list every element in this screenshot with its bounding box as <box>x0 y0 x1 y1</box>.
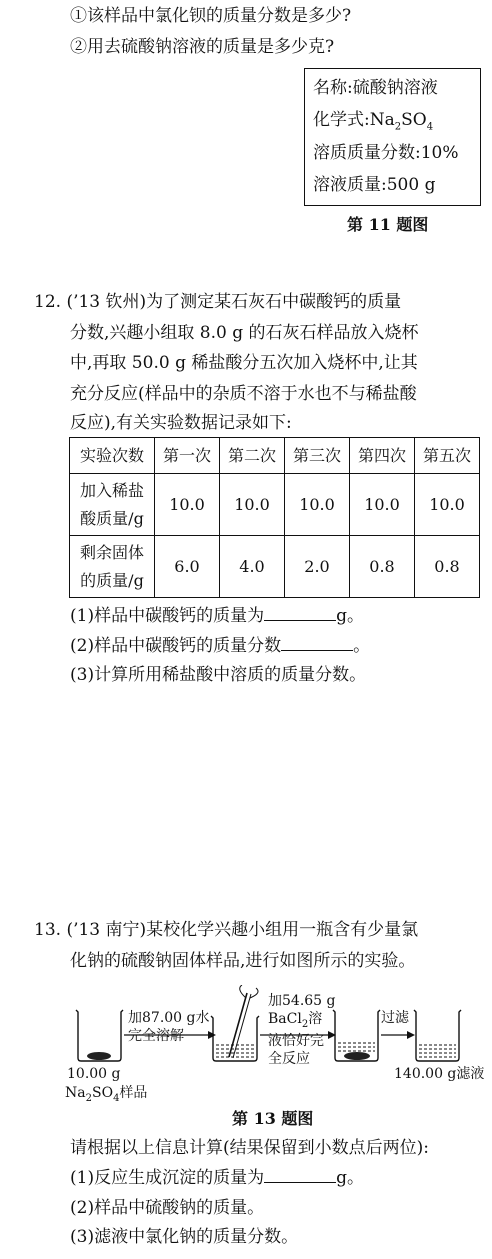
table-row <box>70 474 480 536</box>
table-cell: 10.0 <box>220 474 285 536</box>
q12-subquestion-1: (1)样品中碳酸钙的质量为 g。 <box>70 606 364 626</box>
table-cell: 10.0 <box>350 474 415 536</box>
table-header-cell: 第五次 <box>415 438 480 474</box>
q12-subquestion-2: (2)样品中碳酸钙的质量分数 。 <box>70 636 371 656</box>
reagent-label-box <box>304 68 481 206</box>
table-cell: 2.0 <box>285 536 350 598</box>
arrow-right-icon <box>407 1031 415 1039</box>
q12-line-3: 中,再取 50.0 g 稀盐酸分五次加入烧杯中,让其 <box>70 353 418 373</box>
label-add-water: 加87.00 g水 <box>128 1010 210 1026</box>
q12-line-1: 12. (’13 钦州)为了测定某石灰石中碳酸钙的质量 <box>34 292 402 312</box>
q12-line-5: 反应),有关实验数据记录如下: <box>70 413 292 433</box>
q13-line-2: 化钠的硫酸钠固体样品,进行如图所示的实验。 <box>70 951 416 971</box>
q12-subquestion-3: (3)计算所用稀盐酸中溶质的质量分数。 <box>70 665 367 685</box>
label-bacl2-solution: BaCl$_2$溶 <box>268 1011 323 1030</box>
q13-note: 请根据以上信息计算(结果保留到小数点后两位): <box>70 1138 429 1158</box>
q11-subquestion-1: ①该样品中氯化钡的质量分数是多少? <box>70 6 352 26</box>
label-sample-name: $Na_2SO_4$样品 <box>65 1085 148 1104</box>
label-sample-mass: 10.00 g <box>67 1066 121 1082</box>
label-fraction: 溶质质量分数:10% <box>313 143 459 163</box>
table-header-row <box>70 438 480 474</box>
table-cell: 0.8 <box>350 536 415 598</box>
table-header-cell: 第四次 <box>350 438 415 474</box>
figure-11-caption: 第 11 题图 <box>347 215 429 234</box>
q12-line-4: 充分反应(样品中的杂质不溶于水也不与稀盐酸 <box>70 384 417 404</box>
table-header-cell: 实验次数 <box>70 438 155 474</box>
label-filter: 过滤 <box>381 1010 409 1026</box>
table-cell: 4.0 <box>220 536 285 598</box>
q12-line-2: 分数,兴趣小组取 8.0 g 的石灰石样品放入烧杯 <box>70 323 419 343</box>
figure-13-caption: 第 13 题图 <box>232 1109 314 1128</box>
experiment-data-table <box>69 437 480 598</box>
beaker-solution <box>211 985 259 1061</box>
label-react-complete-1: 液恰好完 <box>268 1033 324 1049</box>
table-cell: 10.0 <box>285 474 350 536</box>
label-mass: 溶液质量:500 g <box>313 175 436 195</box>
table-header-cell: 第三次 <box>285 438 350 474</box>
table-cell: 10.0 <box>415 474 480 536</box>
q13-line-1: 13. (’13 南宁)某校化学兴趣小组用一瓶含有少量氯 <box>34 920 419 940</box>
beaker-filtrate <box>414 1010 461 1061</box>
beaker-precipitate <box>333 1010 380 1061</box>
label-dissolve: 完全溶解 <box>128 1028 184 1044</box>
label-formula: 化学式$:Na_2SO_4$ <box>313 110 434 133</box>
table-header-cell: 第二次 <box>220 438 285 474</box>
table-cell: 10.0 <box>155 474 220 536</box>
table-cell: 0.8 <box>415 536 480 598</box>
label-filtrate: 140.00 g滤液 <box>394 1066 485 1082</box>
row-label: 加入稀盐 酸质量/g <box>70 474 155 536</box>
label-add-bacl2: 加54.65 g <box>268 993 336 1009</box>
table-row <box>70 536 480 598</box>
row-label: 剩余固体 的质量/g <box>70 536 155 598</box>
label-react-complete-2: 全反应 <box>268 1051 310 1067</box>
table-cell: 6.0 <box>155 536 220 598</box>
table-header-cell: 第一次 <box>155 438 220 474</box>
beaker-sample <box>76 1010 123 1061</box>
q11-subquestion-2: ②用去硫酸钠溶液的质量是多少克? <box>70 37 335 57</box>
arrow-right-icon <box>208 1031 216 1039</box>
q13-subquestion-3: (3)滤液中氯化钠的质量分数。 <box>70 1227 299 1247</box>
q13-subquestion-2: (2)样品中硫酸钠的质量。 <box>70 1198 265 1218</box>
label-name: 名称:硫酸钠溶液 <box>313 78 438 98</box>
q13-subquestion-1: (1)反应生成沉淀的质量为 g。 <box>70 1168 364 1188</box>
